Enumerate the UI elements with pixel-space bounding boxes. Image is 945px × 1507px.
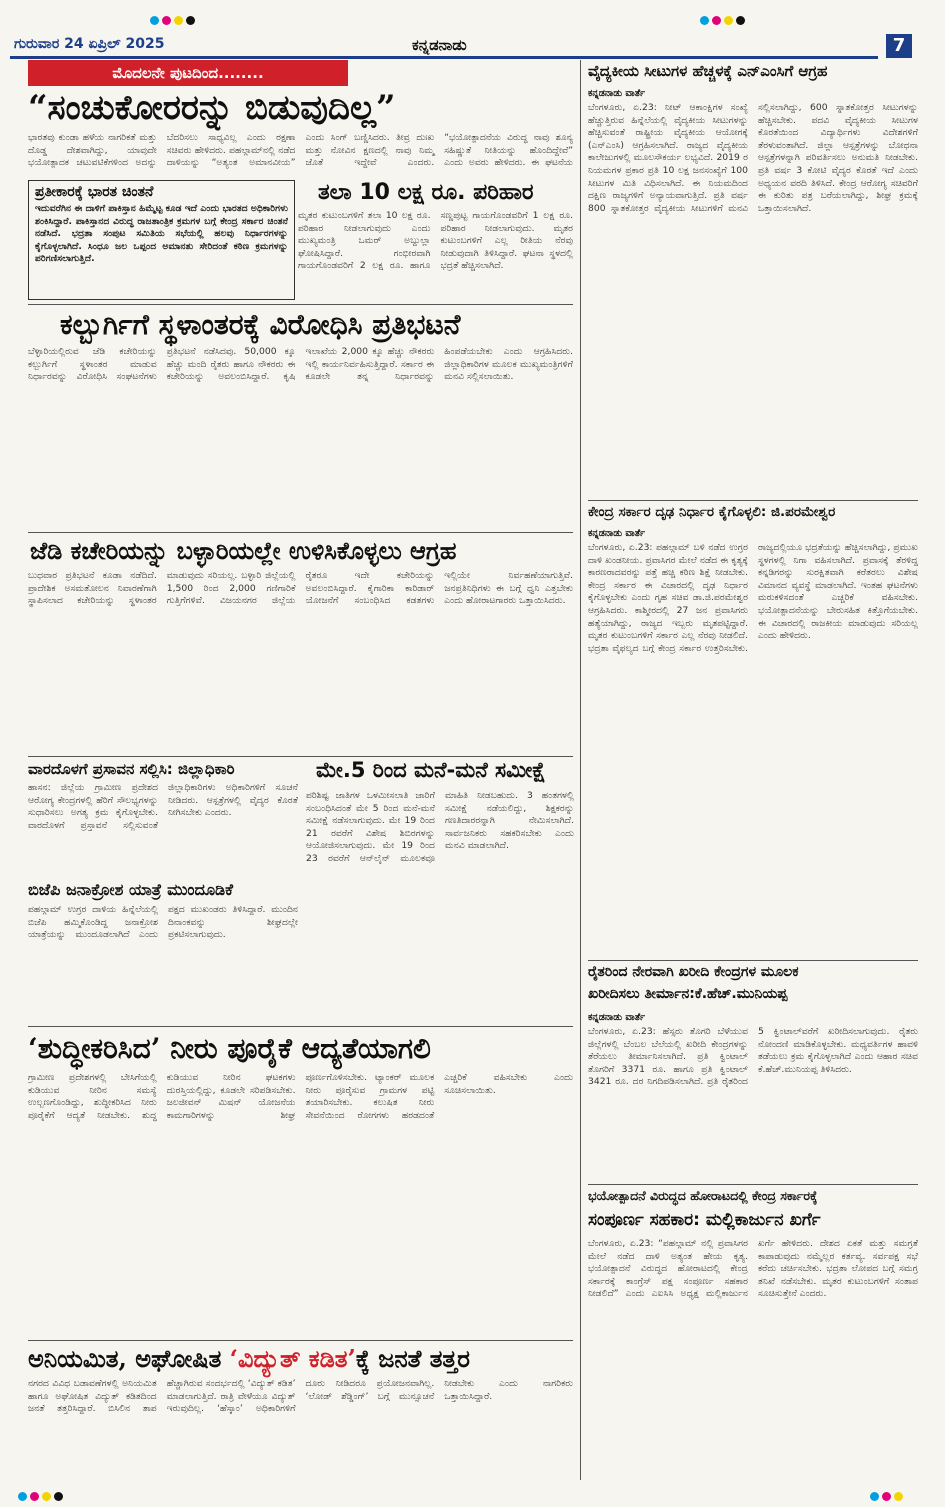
kharge-headline-line2: ಸಂಪೂರ್ಣ ಸಹಕಾರ: ಮಲ್ಲಿಕಾರ್ಜುನ ಖರ್ಗೆ [588, 1210, 821, 1230]
compensation-body: ಮೃತರ ಕುಟುಂಬಗಳಿಗೆ ತಲಾ 10 ಲಕ್ಷ ರೂ. ಪರಿಹಾರ ನೀಡಲಾಗುವುದು ಎಂದು ಮುಖ್ಯಮಂತ್ರಿ ಒಮರ್ ಅಬ್ದುಲ್ಲಾ ಘೋಷಿಸಿದ್ದಾರೆ. ಗಂಭೀರವಾಗಿ ಗಾಯಗೊಂಡವರಿಗೆ 2 ಲಕ್ಷ ರೂ. ಹಾಗೂ ಸಣ್ಣಪುಟ್ಟ ಗಾಯಗೊಂಡವರಿಗೆ 1 ಲಕ್ಷ ರೂ. ಪರಿಹಾರ ನೀಡಲಾಗುವುದು. ಮೃತರ ಕುಟುಂಬಗಳಿಗೆ ಎಲ್ಲ ರೀತಿಯ ನೆರವು ನೀಡುವುದಾಗಿ ತಿಳಿಸಿದ್ದಾರೆ. ಘಟನಾ ಸ್ಥಳದಲ್ಲಿ ಭದ್ರತೆ ಹೆಚ್ಚಿಸಲಾಗಿದೆ. [298, 210, 573, 272]
divider [28, 756, 573, 757]
kalburgi-body: ಬೆಳ್ಳಾರಿಯಲ್ಲಿರುವ ಜೆಡಿ ಕಚೇರಿಯನ್ನು ಕಲ್ಬುರ್ಗಿಗೆ ಸ್ಥಳಾಂತರ ಮಾಡುವ ನಿರ್ಧಾರವನ್ನು ವಿರೋಧಿಸಿ ಸಂಘಟನೆಗಳು ಪ್ರತಿಭಟನೆ ನಡೆಸಿದವು. 50,000 ಕ್ಕೂ ಹೆಚ್ಚು ಮಂದಿ ರೈತರು ಹಾಗೂ ನೌಕರರು ಈ ಕಚೇರಿಯನ್ನು ಅವಲಂಬಿಸಿದ್ದಾರೆ. ಕೃಷಿ ಇಲಾಖೆಯ 2,000 ಕ್ಕೂ ಹೆಚ್ಚು ನೌಕರರು ಇಲ್ಲಿ ಕಾರ್ಯನಿರ್ವಹಿಸುತ್ತಿದ್ದಾರೆ. ಸರ್ಕಾರ ಈ ಕೂಡಲೇ ತನ್ನ ನಿರ್ಧಾರವನ್ನು ಹಿಂಪಡೆಯಬೇಕು ಎಂದು ಆಗ್ರಹಿಸಿದರು. ಜಿಲ್ಲಾಧಿಕಾರಿಗಳ ಮೂಲಕ ಮುಖ್ಯಮಂತ್ರಿಗಳಿಗೆ ಮನವಿ ಸಲ್ಲಿಸಲಾಯಿತು. [28, 346, 573, 383]
magenta-dot-icon [882, 1492, 891, 1501]
black-dot-icon [54, 1492, 63, 1501]
paper-name: ಕನ್ನಡನಾಡು [412, 36, 467, 54]
masthead [0, 0, 945, 60]
yellow-dot-icon [894, 1492, 903, 1501]
power-headline-suffix: ಕ್ಕೆ ಜನತೆ ತತ್ತರ [355, 1344, 470, 1373]
parameshwar-byline: ಕನ್ನಡನಾಡು ವಾರ್ತೆ [588, 528, 645, 539]
parameshwar-body: ಬೆಂಗಳೂರು, ಏ.23: ಪಹಲ್ಗಾಮ್ ಬಳಿ ನಡೆದ ಉಗ್ರರ ದಾಳಿ ಖಂಡನೀಯ. ಪ್ರವಾಸಿಗರ ಮೇಲೆ ನಡೆದ ಈ ಕೃತ್ಯಕ್ಕೆ ಕಾರಣರಾದವರನ್ನು ಪತ್ತೆ ಹಚ್ಚಿ ಕಠಿಣ ಶಿಕ್ಷೆ ನೀಡಬೇಕು. ಕೇಂದ್ರ ಸರ್ಕಾರ ಈ ವಿಚಾರದಲ್ಲಿ ದೃಢ ನಿರ್ಧಾರ ಕೈಗೊಳ್ಳಬೇಕು ಎಂದು ಗೃಹ ಸಚಿವ ಡಾ.ಜಿ.ಪರಮೇಶ್ವರ ಆಗ್ರಹಿಸಿದರು. ಕಾಶ್ಮೀರದಲ್ಲಿ 27 ಜನ ಪ್ರವಾಸಿಗರು ಹತ್ಯೆಯಾಗಿದ್ದು, ರಾಜ್ಯದ ಇಬ್ಬರು ಮೃತಪಟ್ಟಿದ್ದಾರೆ. ಮೃತರ ಕುಟುಂಬಗಳಿಗೆ ಸರ್ಕಾರ ಎಲ್ಲ ನೆರವು ನೀಡಲಿದೆ. ಭದ್ರತಾ ವೈಫಲ್ಯದ ಬಗ್ಗೆ ಕೇಂದ್ರ ಸರ್ಕಾರ ಉತ್ತರಿಸಬೇಕು. ರಾಜ್ಯದಲ್ಲಿಯೂ ಭದ್ರತೆಯನ್ನು ಹೆಚ್ಚಿಸಲಾಗಿದ್ದು, ಪ್ರಮುಖ ಸ್ಥಳಗಳಲ್ಲಿ ನಿಗಾ ವಹಿಸಲಾಗಿದೆ. ಪ್ರವಾಸಕ್ಕೆ ತೆರಳಿದ್ದ ಕನ್ನಡಿಗರನ್ನು ಸುರಕ್ಷಿತವಾಗಿ ಕರೆತರಲು ವಿಶೇಷ ವಿಮಾನದ ವ್ಯವಸ್ಥೆ ಮಾಡಲಾಗಿದೆ. ಇಂತಹ ಘಟನೆಗಳು ಮರುಕಳಿಸದಂತೆ ಎಚ್ಚರಿಕೆ ವಹಿಸಬೇಕು. ಭಯೋತ್ಪಾದನೆಯನ್ನು ಬೇರುಸಹಿತ ಕಿತ್ತೊಗೆಯಬೇಕು. ಈ ವಿಚಾರದಲ್ಲಿ ರಾಜಕೀಯ ಮಾಡುವುದು ಸರಿಯಲ್ಲ ಎಂದು ಹೇಳಿದರು. [588, 542, 918, 654]
kharge-headline-line1: ಭಯೋತ್ಪಾದನೆ ವಿರುದ್ಧದ ಹೋರಾಟದಲ್ಲಿ ಕೇಂದ್ರ ಸರ್ಕಾರಕ್ಕೆ [588, 1188, 818, 1203]
water-body: ಗ್ರಾಮೀಣ ಪ್ರದೇಶಗಳಲ್ಲಿ ಬೇಸಿಗೆಯಲ್ಲಿ ಕುಡಿಯುವ ನೀರಿನ ಸಮಸ್ಯೆ ಉಲ್ಬಣಗೊಂಡಿದ್ದು, ಶುದ್ಧೀಕರಿಸಿದ ನೀರು ಪೂರೈಕೆಗೆ ಆದ್ಯತೆ ನೀಡಬೇಕು. ಶುದ್ಧ ಕುಡಿಯುವ ನೀರಿನ ಘಟಕಗಳು ದುರಸ್ತಿಯಲ್ಲಿದ್ದು, ಕೂಡಲೇ ಸರಿಪಡಿಸಬೇಕು. ಜಲಜೀವನ್ ಮಿಷನ್ ಯೋಜನೆಯ ಕಾಮಗಾರಿಗಳನ್ನು ಶೀಘ್ರ ಪೂರ್ಣಗೊಳಿಸಬೇಕು. ಟ್ಯಾಂಕರ್ ಮೂಲಕ ನೀರು ಪೂರೈಸುವ ಗ್ರಾಮಗಳ ಪಟ್ಟಿ ತಯಾರಿಸಬೇಕು. ಕಲುಷಿತ ನೀರು ಸೇವನೆಯಿಂದ ರೋಗಗಳು ಹರಡದಂತೆ ಎಚ್ಚರಿಕೆ ವಹಿಸಬೇಕು ಎಂದು ಸೂಚಿಸಲಾಯಿತು. [28, 1072, 573, 1121]
procurement-byline: ಕನ್ನಡನಾಡು ವಾರ್ತೆ [588, 1012, 645, 1023]
cyan-dot-icon [700, 16, 709, 25]
registration-marks-bottom [18, 1486, 66, 1505]
divider [28, 532, 573, 533]
registration-marks-right [700, 10, 748, 29]
yellow-dot-icon [174, 16, 183, 25]
compensation-headline: ತಲಾ 10 ಲಕ್ಷ ರೂ. ಪರಿಹಾರ [318, 180, 534, 205]
medical-body: ಬೆಂಗಳೂರು, ಏ.23: ನೀಟ್ ಆಕಾಂಕ್ಷಿಗಳ ಸಂಖ್ಯೆ ಹೆಚ್ಚುತ್ತಿರುವ ಹಿನ್ನೆಲೆಯಲ್ಲಿ ವೈದ್ಯಕೀಯ ಸೀಟುಗಳನ್ನು ಹೆಚ್ಚಿಸುವಂತೆ ರಾಷ್ಟ್ರೀಯ ವೈದ್ಯಕೀಯ ಆಯೋಗಕ್ಕೆ (ಎನ್‌ಎಂಸಿ) ಆಗ್ರಹಿಸಲಾಗಿದೆ. ರಾಜ್ಯದ ವೈದ್ಯಕೀಯ ಕಾಲೇಜುಗಳಲ್ಲಿ ಮೂಲಸೌಕರ್ಯ ಲಭ್ಯವಿದೆ. 2019 ರ ನಿಯಮಗಳ ಪ್ರಕಾರ ಪ್ರತಿ 10 ಲಕ್ಷ ಜನಸಂಖ್ಯೆಗೆ 100 ಸೀಟುಗಳ ಮಿತಿ ವಿಧಿಸಲಾಗಿದೆ. ಈ ನಿಯಮದಿಂದ ದಕ್ಷಿಣ ರಾಜ್ಯಗಳಿಗೆ ಅನ್ಯಾಯವಾಗುತ್ತಿದೆ. ಪ್ರತಿ ವರ್ಷ 800 ಸ್ನಾತಕೋತ್ತರ ವೈದ್ಯಕೀಯ ಸೀಟುಗಳಿಗೆ ಮನವಿ ಸಲ್ಲಿಸಲಾಗಿದ್ದು, 600 ಸ್ನಾತಕೋತ್ತರ ಸೀಟುಗಳನ್ನು ಹೆಚ್ಚಿಸಬೇಕು. ಪದವಿ ವೈದ್ಯಕೀಯ ಸೀಟುಗಳ ಕೊರತೆಯಿಂದ ವಿದ್ಯಾರ್ಥಿಗಳು ವಿದೇಶಗಳಿಗೆ ತೆರಳುವಂತಾಗಿದೆ. ಜಿಲ್ಲಾ ಆಸ್ಪತ್ರೆಗಳನ್ನು ಬೋಧನಾ ಆಸ್ಪತ್ರೆಗಳನ್ನಾಗಿ ಪರಿವರ್ತಿಸಲು ಅನುಮತಿ ನೀಡಬೇಕು. ಪ್ರತಿ ವರ್ಷ 3 ಕೋಟಿ ವೈದ್ಯರ ಕೊರತೆ ಇದೆ ಎಂದು ಅಧ್ಯಯನ ವರದಿ ತಿಳಿಸಿದೆ. ಕೇಂದ್ರ ಆರೋಗ್ಯ ಸಚಿವರಿಗೆ ಈ ಕುರಿತು ಪತ್ರ ಬರೆಯಲಾಗಿದ್ದು, ಶೀಘ್ರ ಕ್ರಮಕ್ಕೆ ಒತ್ತಾಯಿಸಲಾಗಿದೆ. [588, 102, 918, 214]
medical-headline: ವೈದ್ಯಕೀಯ ಸೀಟುಗಳ ಹೆಚ್ಚಳಕ್ಕೆ ಎನ್‌ಎಂಸಿಗೆ ಆಗ್ರಹ [588, 62, 828, 80]
power-headline-highlight: ‘ವಿದ್ಯುತ್ ಕಡಿತ’ [229, 1344, 356, 1373]
lead-body: ಭಾರತವು ಕುಂಡಾ ಹಳೆಯ ನಾಗರಿಕತೆ ಮತ್ತು ದೊಡ್ಡ ದೇಶವಾಗಿದ್ದು, ಯಾವುದೇ ಭಯೋತ್ಪಾದಕ ಚಟುವಟಿಕೆಗಳಿಂದ ಅದನ್ನು ಬೆದರಿಸಲು ಸಾಧ್ಯವಿಲ್ಲ ಎಂದು ರಕ್ಷಣಾ ಸಚಿವರು ಹೇಳಿದರು. ಪಹಲ್ಗಾಮ್‌ನಲ್ಲಿ ನಡೆದ ದಾಳಿಯನ್ನು “ಅತ್ಯಂತ ಅಮಾನವೀಯ” ಎಂದು ಸಿಂಗ್ ಬಣ್ಣಿಸಿದರು. ತೀವ್ರ ದುಃಖ ಮತ್ತು ನೋವಿನ ಕ್ಷಣದಲ್ಲಿ ನಾವು ನಿಮ್ಮ ಜೊತೆ ಇದ್ದೇವೆ ಎಂದರು. “ಭಯೋತ್ಪಾದನೆಯ ವಿರುದ್ಧ ನಾವು ಶೂನ್ಯ ಸಹಿಷ್ಣುತೆ ನೀತಿಯನ್ನು ಹೊಂದಿದ್ದೇವೆ” ಎಂದು ಅವರು ಹೇಳಿದರು. ಈ ಘಟನೆಯ [28, 132, 573, 169]
power-headline [28, 1344, 470, 1373]
procurement-headline-line1: ರೈತರಿಂದ ನೇರವಾಗಿ ಖರೀದಿ ಕೇಂದ್ರಗಳ ಮೂಲಕ [588, 964, 799, 980]
divider [588, 960, 918, 961]
retaliation-box-title: ಪ್ರತೀಕಾರಕ್ಕೆ ಭಾರತ ಚಿಂತನೆ [35, 184, 154, 200]
magenta-dot-icon [30, 1492, 39, 1501]
delivery-headline: ವಾರದೊಳಗೆ ಪ್ರಸಾವನ ಸಲ್ಲಿಸಿ: ಜಿಲ್ಲಾಧಿಕಾರಿ [28, 760, 235, 778]
divider [588, 500, 918, 501]
bjp-body: ಪಹಲ್ಗಾಮ್ ಉಗ್ರರ ದಾಳಿಯ ಹಿನ್ನೆಲೆಯಲ್ಲಿ ಬಿಜೆಪಿ ಹಮ್ಮಿಕೊಂಡಿದ್ದ ಜನಾಕ್ರೋಶ ಯಾತ್ರೆಯನ್ನು ಮುಂದೂಡಲಾಗಿದೆ ಎಂದು ಪಕ್ಷದ ಮುಖಂಡರು ತಿಳಿಸಿದ್ದಾರೆ. ಮುಂದಿನ ದಿನಾಂಕವನ್ನು ಶೀಘ್ರದಲ್ಲೇ ಪ್ರಕಟಿಸಲಾಗುವುದು. [28, 904, 298, 941]
cyan-dot-icon [870, 1492, 879, 1501]
water-headline: ‘ಶುದ್ಧೀಕರಿಸಿದ’ ನೀರು ಪೂರೈಕೆ ಆದ್ಯತೆಯಾಗಲಿ [28, 1032, 431, 1065]
kalburgi-headline: ಕಲ್ಬುರ್ಗಿಗೆ ಸ್ಥಳಾಂತರಕ್ಕೆ ವಿರೋಧಿಸಿ ಪ್ರತಿಭಟನೆ [60, 308, 461, 341]
yellow-dot-icon [42, 1492, 51, 1501]
power-body: ನಗರದ ವಿವಿಧ ಬಡಾವಣೆಗಳಲ್ಲಿ ಅನಿಯಮಿತ ಹಾಗೂ ಅಘೋಷಿತ ವಿದ್ಯುತ್ ಕಡಿತದಿಂದ ಜನತೆ ತತ್ತರಿಸಿದ್ದಾರೆ. ಬಿಸಿಲಿನ ತಾಪ ಹೆಚ್ಚಾಗಿರುವ ಸಂದರ್ಭದಲ್ಲಿ ‘ವಿದ್ಯುತ್ ಕಡಿತ’ ಮಾಡಲಾಗುತ್ತಿದೆ. ರಾತ್ರಿ ವೇಳೆಯೂ ವಿದ್ಯುತ್ ಇರುವುದಿಲ್ಲ. ‘ಹೆಸ್ಕಾಂ’ ಅಧಿಕಾರಿಗಳಿಗೆ ದೂರು ನೀಡಿದರೂ ಪ್ರಯೋಜನವಾಗಿಲ್ಲ. ‘ಲೋಡ್ ಶೆಡ್ಡಿಂಗ್’ ಬಗ್ಗೆ ಮುನ್ಸೂಚನೆ ನೀಡಬೇಕು ಎಂದು ನಾಗರಿಕರು ಒತ್ತಾಯಿಸಿದ್ದಾರೆ. [28, 1378, 573, 1415]
parameshwar-headline: ಕೇಂದ್ರ ಸರ್ಕಾರ ದೃಢ ನಿರ್ಧಾರ ಕೈಗೊಳ್ಳಲಿ: ಜಿ.ಪರಮೇಶ್ವರ [588, 504, 836, 520]
registration-marks [150, 10, 198, 29]
divider [588, 1184, 918, 1185]
procurement-body: ಬೆಂಗಳೂರು, ಏ.23: ಹೆಸ್ಸರು ತೊಗರಿ ಬೆಳೆಯುವ ಜಿಲ್ಲೆಗಳಲ್ಲಿ ಬೆಂಬಲ ಬೆಲೆಯಲ್ಲಿ ಖರೀದಿ ಕೇಂದ್ರಗಳನ್ನು ತೆರೆಯಲು ತೀರ್ಮಾನಿಸಲಾಗಿದೆ. ಪ್ರತಿ ಕ್ವಿಂಟಾಲ್ ತೊಗರಿಗೆ 3371 ರೂ. ಹಾಗೂ ಪ್ರತಿ ಕ್ವಿಂಟಾಲ್ 3421 ರೂ. ದರ ನಿಗದಿಪಡಿಸಲಾಗಿದೆ. ಪ್ರತಿ ರೈತರಿಂದ 5 ಕ್ವಿಂಟಾಲ್‌ವರೆಗೆ ಖರೀದಿಸಲಾಗುವುದು. ರೈತರು ನೋಂದಣಿ ಮಾಡಿಕೊಳ್ಳಬೇಕು. ಮಧ್ಯವರ್ತಿಗಳ ಹಾವಳಿ ತಡೆಯಲು ಕ್ರಮ ಕೈಗೊಳ್ಳಲಾಗಿದೆ ಎಂದು ಆಹಾರ ಸಚಿವ ಕೆ.ಹೆಚ್.ಮುನಿಯಪ್ಪ ತಿಳಿಸಿದರು. [588, 1026, 918, 1088]
procurement-headline-line2: ಖರೀದಿಸಲು ತೀರ್ಮಾನ:ಕೆ.ಹೆಚ್.ಮುನಿಯಪ್ಪ [588, 986, 788, 1002]
black-dot-icon [186, 16, 195, 25]
magenta-dot-icon [712, 16, 721, 25]
retaliation-box [28, 180, 295, 300]
black-dot-icon [736, 16, 745, 25]
lead-headline: “ಸಂಚುಕೋರರನ್ನು ಬಿಡುವುದಿಲ್ಲ” [28, 88, 396, 128]
medical-byline: ಕನ್ನಡನಾಡು ವಾರ್ತೆ [588, 88, 645, 99]
survey-headline: ಮೇ.5 ರಿಂದ ಮನೆ-ಮನೆ ಸಮೀಕ್ಷೆ [316, 758, 546, 782]
power-headline-prefix: ಅನಿಯಮಿತ, ಅಘೋಷಿತ [28, 1344, 222, 1373]
divider [28, 1340, 573, 1341]
cyan-dot-icon [18, 1492, 27, 1501]
yellow-dot-icon [724, 16, 733, 25]
survey-body: ಪರಿಶಿಷ್ಟ ಜಾತಿಗಳ ಒಳಮೀಸಲಾತಿ ಜಾರಿಗೆ ಸಂಬಂಧಿಸಿದಂತೆ ಮೇ 5 ರಿಂದ ಮನೆ-ಮನೆ ಸಮೀಕ್ಷೆ ನಡೆಸಲಾಗುವುದು. ಮೇ 19 ರಿಂದ 21 ರವರೆಗೆ ವಿಶೇಷ ಶಿಬಿರಗಳನ್ನು ಆಯೋಜಿಸಲಾಗುವುದು. ಮೇ 19 ರಿಂದ 23 ರವರೆಗೆ ಆನ್‌ಲೈನ್ ಮೂಲಕವೂ ಮಾಹಿತಿ ನೀಡಬಹುದು. 3 ಹಂತಗಳಲ್ಲಿ ಸಮೀಕ್ಷೆ ನಡೆಯಲಿದ್ದು, ಶಿಕ್ಷಕರನ್ನು ಗಣತಿದಾರರನ್ನಾಗಿ ನೇಮಿಸಲಾಗಿದೆ. ಸಾರ್ವಜನಿಕರು ಸಹಕರಿಸಬೇಕು ಎಂದು ಮನವಿ ಮಾಡಲಾಗಿದೆ. [306, 790, 574, 864]
bjp-headline: ಬಿಜೆಪಿ ಜನಾಕ್ರೋಶ ಯಾತ್ರೆ ಮುಂದೂಡಿಕೆ [28, 880, 233, 899]
kharge-body: ಬೆಂಗಳೂರು, ಏ.23: “ಪಹಲ್ಗಾಮ್ ನಲ್ಲಿ ಪ್ರವಾಸಿಗರ ಮೇಲೆ ನಡೆದ ದಾಳಿ ಅತ್ಯಂತ ಹೇಯ ಕೃತ್ಯ. ಭಯೋತ್ಪಾದನೆ ವಿರುದ್ಧದ ಹೋರಾಟದಲ್ಲಿ ಕೇಂದ್ರ ಸರ್ಕಾರಕ್ಕೆ ಕಾಂಗ್ರೆಸ್ ಪಕ್ಷ ಸಂಪೂರ್ಣ ಸಹಕಾರ ನೀಡಲಿದೆ” ಎಂದು ಎಐಸಿಸಿ ಅಧ್ಯಕ್ಷ ಮಲ್ಲಿಕಾರ್ಜುನ ಖರ್ಗೆ ಹೇಳಿದರು. ದೇಶದ ಏಕತೆ ಮತ್ತು ಸಮಗ್ರತೆ ಕಾಪಾಡುವುದು ನಮ್ಮೆಲ್ಲರ ಕರ್ತವ್ಯ. ಸರ್ವಪಕ್ಷ ಸಭೆ ಕರೆದು ಚರ್ಚಿಸಬೇಕು. ಭದ್ರತಾ ಲೋಪದ ಬಗ್ಗೆ ಸಮಗ್ರ ತನಿಖೆ ನಡೆಸಬೇಕು. ಮೃತರ ಕುಟುಂಬಗಳಿಗೆ ಸಂತಾಪ ಸೂಚಿಸುತ್ತೇನೆ ಎಂದರು. [588, 1238, 918, 1300]
section-tag: ಮೊದಲನೇ ಪುಟದಿಂದ........ [28, 60, 348, 86]
column-divider [580, 60, 581, 1480]
cyan-dot-icon [150, 16, 159, 25]
magenta-dot-icon [162, 16, 171, 25]
jd-office-headline: ಜೆಡಿ ಕಚೇರಿಯನ್ನು ಬಳ್ಳಾರಿಯಲ್ಲೇ ಉಳಿಸಿಕೊಳ್ಳಲು ಆಗ್ರಹ [30, 536, 457, 565]
masthead-rule [10, 56, 878, 59]
issue-date: ಗುರುವಾರ 24 ಏಪ್ರಿಲ್ 2025 [14, 36, 165, 52]
retaliation-box-body: ಇದುವರೆಗಿನ ಈ ದಾಳಿಗೆ ಪಾಕಿಸ್ತಾನ ಹಿಮ್ಮೆಟ್ಟ ಕೂಡ ಇದೆ ಎಂದು ಭಾರತದ ಅಧಿಕಾರಿಗಳು ಶಂಕಿಸಿದ್ದಾರೆ. ಪಾಕಿಸ್ತಾನದ ವಿರುದ್ಧ ರಾಜತಾಂತ್ರಿಕ ಕ್ರಮಗಳ ಬಗ್ಗೆ ಕೇಂದ್ರ ಸರ್ಕಾರ ಚಿಂತನೆ ನಡೆಸಿದೆ. ಭದ್ರತಾ ಸಂಪುಟ ಸಮಿತಿಯ ಸಭೆಯಲ್ಲಿ ಹಲವು ನಿರ್ಧಾರಗಳನ್ನು ಕೈಗೊಳ್ಳಲಾಗಿದೆ. ಸಿಂಧೂ ಜಲ ಒಪ್ಪಂದ ಅಮಾನತು ಸೇರಿದಂತೆ ಕಠಿಣ ಕ್ರಮಗಳನ್ನು ಪರಿಗಣಿಸಲಾಗುತ್ತಿದೆ. [35, 203, 288, 265]
divider [28, 304, 573, 305]
delivery-body: ಹಾಸನ: ಜಿಲ್ಲೆಯ ಗ್ರಾಮೀಣ ಪ್ರದೇಶದ ಆರೋಗ್ಯ ಕೇಂದ್ರಗಳಲ್ಲಿ ಹೆರಿಗೆ ಸೌಲಭ್ಯಗಳನ್ನು ಸುಧಾರಿಸಲು ಅಗತ್ಯ ಕ್ರಮ ಕೈಗೊಳ್ಳಬೇಕು. ವಾರದೊಳಗೆ ಪ್ರಸ್ತಾವನೆ ಸಲ್ಲಿಸುವಂತೆ ಜಿಲ್ಲಾಧಿಕಾರಿಗಳು ಅಧಿಕಾರಿಗಳಿಗೆ ಸೂಚನೆ ನೀಡಿದರು. ಆಸ್ಪತ್ರೆಗಳಲ್ಲಿ ವೈದ್ಯರ ಕೊರತೆ ನೀಗಿಸಬೇಕು ಎಂದರು. [28, 782, 298, 831]
divider [28, 1026, 573, 1027]
page-number: 7 [886, 34, 912, 58]
jd-office-body: ಬುಧವಾರ ಪ್ರತಿಭಟನೆ ಕೂಡಾ ನಡೆದಿದೆ. ಪ್ರಾದೇಶಿಕ ಅಸಮತೋಲನ ನಿವಾರಣೆಗಾಗಿ ಸ್ಥಾಪಿಸಲಾದ ಕಚೇರಿಯನ್ನು ಸ್ಥಳಾಂತರ ಮಾಡುವುದು ಸರಿಯಲ್ಲ. ಬಳ್ಳಾರಿ ಜಿಲ್ಲೆಯಲ್ಲಿ 1,500 ರಿಂದ 2,000 ಗಣಿಗಾರಿಕೆ ಗುತ್ತಿಗೆಗಳಿವೆ. ವಿಜಯನಗರ ಜಿಲ್ಲೆಯ ರೈತರೂ ಇದೇ ಕಚೇರಿಯನ್ನು ಅವಲಂಬಿಸಿದ್ದಾರೆ. ಕೈಗಾರಿಕಾ ಕಾರಿಡಾರ್ ಯೋಜನೆಗೆ ಸಂಬಂಧಿಸಿದ ಕಡತಗಳು ಇಲ್ಲಿಯೇ ನಿರ್ವಹಣೆಯಾಗುತ್ತಿವೆ. ಜನಪ್ರತಿನಿಧಿಗಳು ಈ ಬಗ್ಗೆ ಧ್ವನಿ ಎತ್ತಬೇಕು ಎಂದು ಹೋರಾಟಗಾರರು ಒತ್ತಾಯಿಸಿದರು. [28, 570, 573, 607]
registration-marks-bottom-right [870, 1486, 906, 1505]
